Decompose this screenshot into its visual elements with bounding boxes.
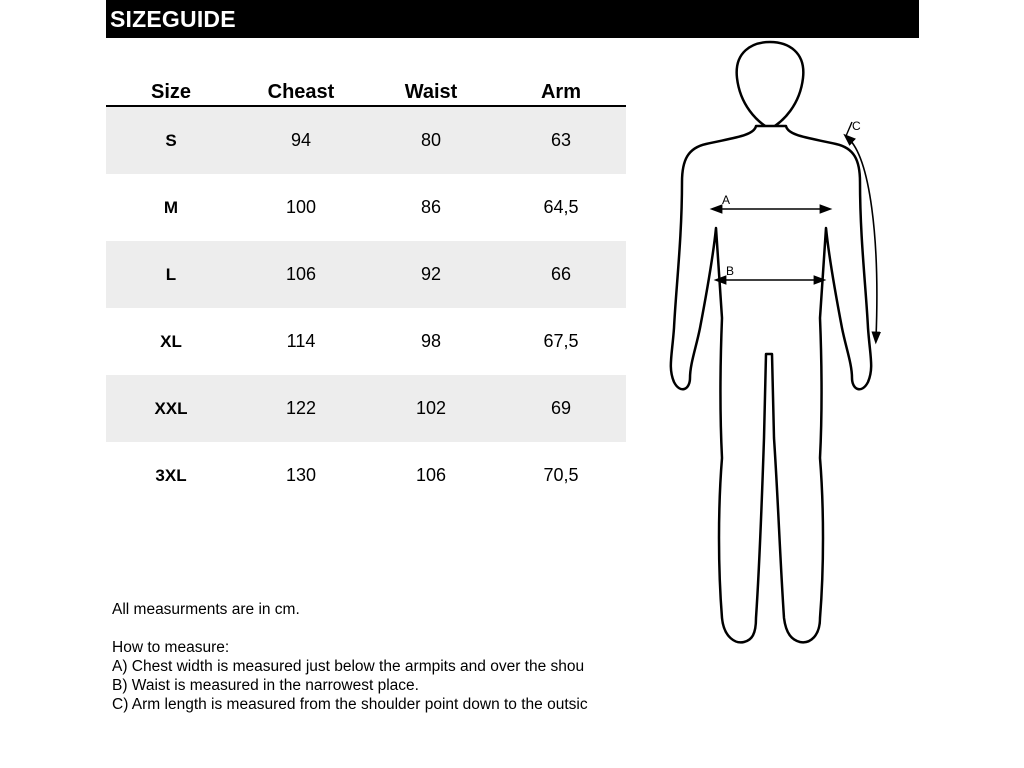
instruction-a: A) Chest width is measured just below the armpits and over the shou <box>112 658 585 675</box>
chest-cell: 114 <box>286 331 316 351</box>
label-c: C <box>852 119 861 133</box>
waist-cell: 106 <box>415 465 447 485</box>
chest-cell: 122 <box>285 398 317 418</box>
size-cell: S <box>165 130 177 150</box>
chest-cell: 100 <box>285 197 317 217</box>
size-cell: XXL <box>154 398 188 418</box>
waist-cell: 102 <box>415 398 447 418</box>
waist-cell: 92 <box>420 264 442 284</box>
arm-cell: 64,5 <box>543 197 579 217</box>
column-header-waist: Waist <box>404 81 458 103</box>
size-cell: L <box>165 264 177 284</box>
table-row <box>106 107 626 174</box>
table-row <box>106 375 626 442</box>
waist-cell: 98 <box>420 331 442 351</box>
size-table <box>106 74 626 509</box>
chest-cell: 94 <box>290 130 312 150</box>
size-cell: 3XL <box>155 465 187 485</box>
arm-cell: 69 <box>550 398 572 418</box>
column-header-chest: Cheast <box>267 81 335 103</box>
size-cell: XL <box>160 331 182 351</box>
chest-cell: 106 <box>285 264 317 284</box>
arm-cell: 66 <box>550 264 572 284</box>
table-row <box>106 308 626 375</box>
size-cell: M <box>163 197 179 217</box>
body-outline <box>737 42 804 130</box>
waist-cell: 86 <box>420 197 442 217</box>
instruction-b: B) Waist is measured in the narrowest place. <box>112 677 419 694</box>
table-row <box>106 442 626 509</box>
table-header <box>106 74 626 107</box>
arm-cell: 70,5 <box>543 465 579 485</box>
units-note: All measurments are in cm. <box>112 601 300 618</box>
column-header-arm: Arm <box>540 81 581 103</box>
waist-cell: 80 <box>420 130 442 150</box>
measurement-notes <box>112 600 626 714</box>
table-row <box>106 241 626 308</box>
label-a: A <box>722 193 731 207</box>
page-title: SIZEGUIDE <box>110 6 236 32</box>
body-measurement-figure <box>660 38 920 658</box>
column-header-size: Size <box>150 81 192 103</box>
how-to-title: How to measure: <box>112 639 230 656</box>
arm-cell: 63 <box>550 130 572 150</box>
chest-cell: 130 <box>285 465 317 485</box>
body-outline <box>671 126 871 642</box>
instruction-c: C) Arm length is measured from the shoulder point down to the outsic <box>112 696 588 713</box>
arm-cell: 67,5 <box>543 331 579 351</box>
table-row <box>106 174 626 241</box>
label-b: B <box>726 264 735 278</box>
